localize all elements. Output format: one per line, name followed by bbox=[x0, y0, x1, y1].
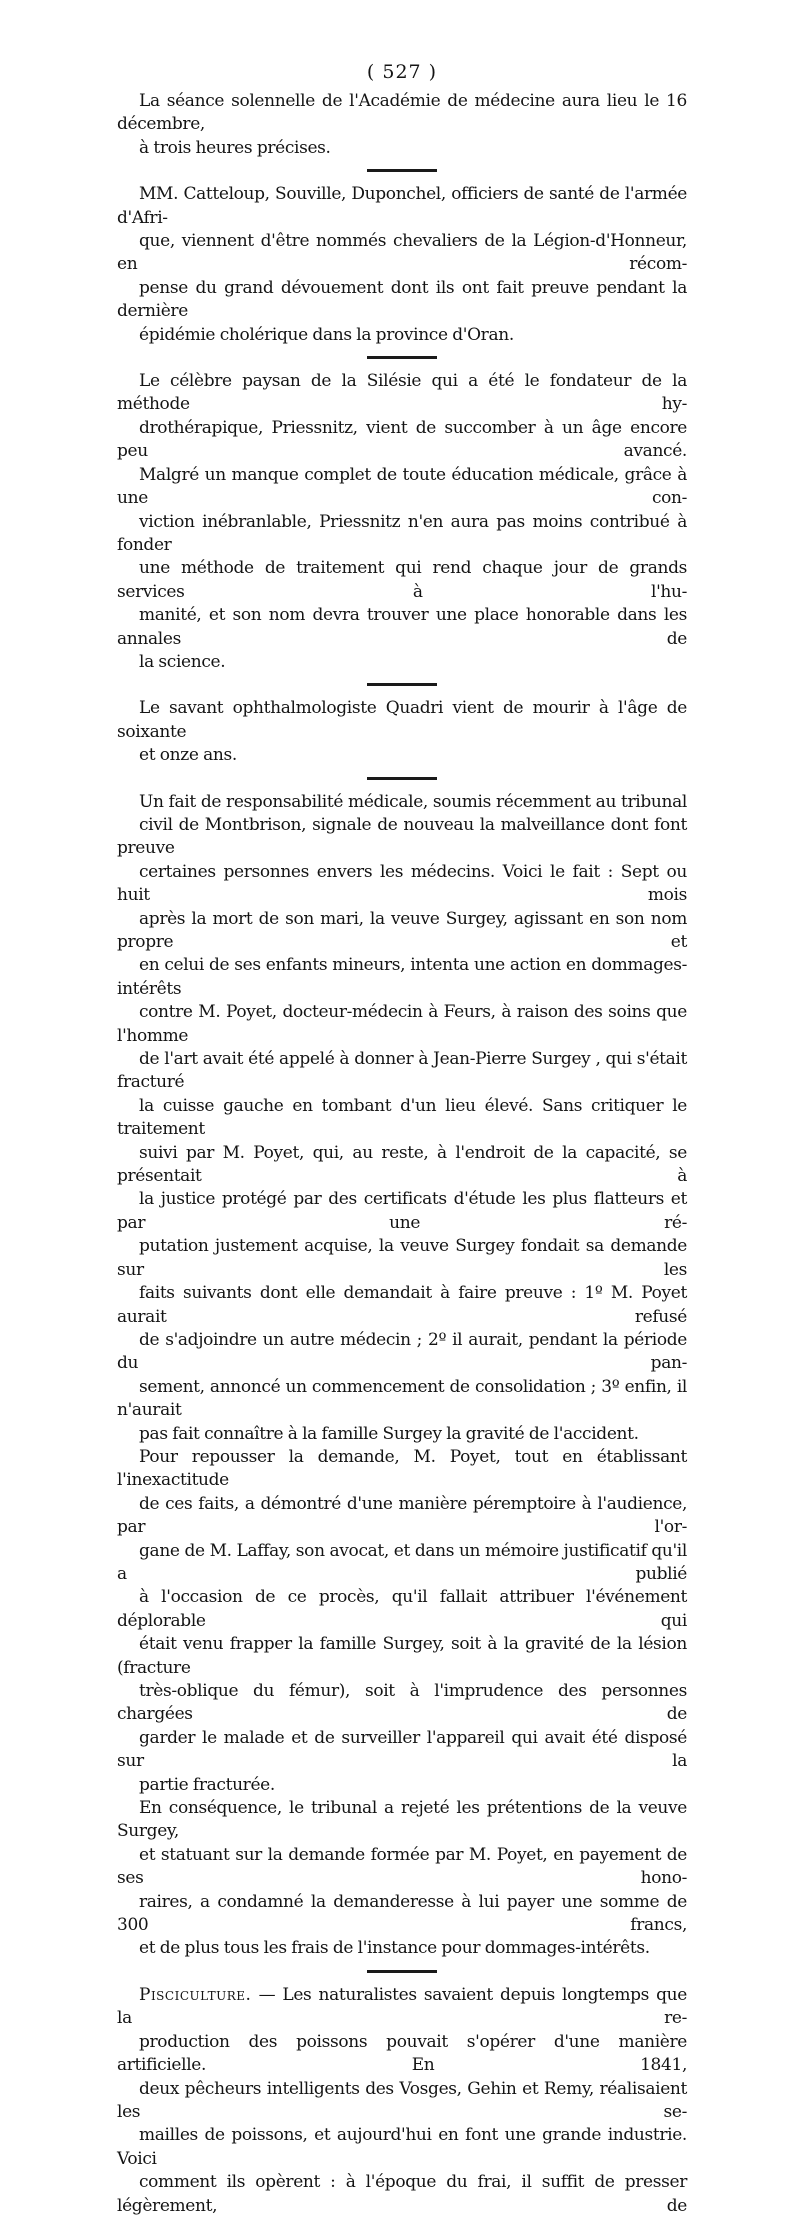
text-line: épidémie cholérique dans la province d'Oran. bbox=[139, 324, 514, 345]
text-line: pense du grand dévouement dont ils ont fait preuve pendant la dernière bbox=[117, 277, 687, 322]
text-line: Un fait de responsabilité médicale, soumis récemment au tribunal bbox=[139, 791, 687, 812]
text-line: contre M. Poyet, docteur-médecin à Feurs, à raison des soins que l'homme bbox=[117, 1002, 687, 1046]
text-line: de l'art avait été appelé à donner à Jean-Pierre Surgey , qui s'était fracturé bbox=[117, 1049, 687, 1093]
text-line: que, viennent d'être nommés chevaliers de la Légion-d'Honneur, en récom- bbox=[117, 231, 687, 275]
text-line: était venu frapper la famille Surgey, soit à la gravité de la lésion (fracture bbox=[117, 1634, 687, 1678]
text-line: drothérapique, Priessnitz, vient de succomber à un âge encore peu avancé. bbox=[117, 417, 687, 462]
text-line: Le célèbre paysan de la Silésie qui a été le fondateur de la méthode hy- bbox=[117, 371, 687, 415]
text-line: de ces faits, a démontré d'une manière péremptoire à l'audience, par l'or- bbox=[117, 1493, 687, 1538]
text-line: sement, annoncé un commencement de consolidation ; 3º enfin, il n'aurait bbox=[117, 1376, 687, 1421]
text-line: mailles de poissons, et aujourd'hui en font une grande industrie. Voici bbox=[117, 2125, 687, 2169]
paragraph-quadri bbox=[117, 697, 687, 767]
paragraph-poyet-defense bbox=[117, 1446, 687, 1797]
text-line: MM. Catteloup, Souville, Duponchel, officiers de santé de l'armée d'Afri- bbox=[117, 184, 687, 228]
text-line: En conséquence, le tribunal a rejeté les prétentions de la veuve Surgey, bbox=[117, 1798, 687, 1842]
text-line: de s'adjoindre un autre médecin ; 2º il aurait, pendant la période du pan- bbox=[117, 1329, 687, 1374]
text-line: à trois heures précises. bbox=[139, 137, 331, 158]
section-divider bbox=[367, 169, 437, 172]
section-divider bbox=[367, 777, 437, 780]
section-divider bbox=[367, 1970, 437, 1973]
text-line: très-oblique du fémur), soit à l'imprudence des personnes chargées de bbox=[117, 1681, 687, 1725]
text-line: raires, a condamné la demanderesse à lui payer une somme de 300 francs, bbox=[117, 1891, 687, 1936]
text-line: garder le malade et de surveiller l'appareil qui avait été disposé sur la bbox=[117, 1727, 687, 1772]
text-line: comment ils opèrent : à l'époque du frai, il suffit de presser légèrement, de bbox=[117, 2172, 687, 2216]
text-line: Malgré un manque complet de toute éducation médicale, grâce à une con- bbox=[117, 464, 687, 509]
section-divider bbox=[367, 683, 437, 686]
text-line: Pour repousser la demande, M. Poyet, tout en établissant l'inexactitude bbox=[117, 1446, 687, 1491]
text-line: production des poissons pouvait s'opérer d'une manière artificielle. En 1841, bbox=[117, 2031, 687, 2076]
text-line: la science. bbox=[139, 651, 226, 672]
document-page bbox=[117, 60, 687, 2218]
text-line: viction inébranlable, Priessnitz n'en aura pas moins contribué à fonder bbox=[117, 511, 687, 555]
text-line: la justice protégé par des certificats d'étude les plus flatteurs et par une ré- bbox=[117, 1189, 687, 1233]
paragraph-priessnitz bbox=[117, 370, 687, 674]
text-line: en celui de ses enfants mineurs, intenta une action en dommages-intérêts bbox=[117, 955, 687, 999]
text-line: une méthode de traitement qui rend chaque jour de grands services à l'hu- bbox=[117, 558, 687, 602]
paragraph-legion-honneur bbox=[117, 183, 687, 347]
text-line: faits suivants dont elle demandait à faire preuve : 1º M. Poyet aurait refusé bbox=[117, 1283, 687, 1327]
text-line bbox=[117, 1984, 687, 2031]
paragraph-responsabilite-medicale bbox=[117, 791, 687, 1446]
text-line: la cuisse gauche en tombant d'un lieu élevé. Sans critiquer le traitement bbox=[117, 1095, 687, 1140]
paragraph-pisciculture bbox=[117, 1984, 687, 2218]
text-line: civil de Montbrison, signale de nouveau la malveillance dont font preuve bbox=[117, 814, 687, 859]
text-line: suivi par M. Poyet, qui, au reste, à l'endroit de la capacité, se présentait à bbox=[117, 1142, 687, 1187]
paragraph-academie bbox=[117, 90, 687, 160]
text-line: partie fracturée. bbox=[139, 1774, 275, 1795]
page-number: ( 527 ) bbox=[366, 61, 438, 83]
paragraph-jugement bbox=[117, 1797, 687, 1961]
text-line: à l'occasion de ce procès, qu'il fallait attribuer l'événement déplorable qui bbox=[117, 1587, 687, 1631]
section-divider bbox=[367, 356, 437, 359]
text-line: La séance solennelle de l'Académie de médecine aura lieu le 16 décembre, bbox=[117, 91, 687, 135]
text-line: deux pêcheurs intelligents des Vosges, Gehin et Remy, réalisaient les se- bbox=[117, 2078, 687, 2122]
text-line: manité, et son nom devra trouver une place honorable dans les annales de bbox=[117, 605, 687, 649]
text-line: après la mort de son mari, la veuve Surgey, agissant en son nom propre et bbox=[117, 908, 687, 952]
text-line: et onze ans. bbox=[139, 745, 237, 766]
text-line: et statuant sur la demande formée par M. Poyet, en payement de ses hono- bbox=[117, 1844, 687, 1889]
text-line: Le savant ophthalmologiste Quadri vient de mourir à l'âge de soixante bbox=[117, 698, 687, 742]
text-line: putation justement acquise, la veuve Surgey fondait sa demande sur les bbox=[117, 1236, 687, 1280]
text-line: gane de M. Laffay, son avocat, et dans un mémoire justificatif qu'il a publié bbox=[117, 1540, 687, 1584]
text-line: et de plus tous les frais de l'instance pour dommages-intérêts. bbox=[139, 1938, 650, 1959]
text-line: certaines personnes envers les médecins. Voici le fait : Sept ou huit mois bbox=[117, 861, 687, 906]
text-line: pas fait connaître à la famille Surgey la gravité de l'accident. bbox=[139, 1423, 639, 1444]
section-lead: Pisciculture. bbox=[139, 1984, 252, 2005]
text-line-rest: — Les naturalistes savaient depuis longtemps que la re- bbox=[117, 1984, 687, 2029]
